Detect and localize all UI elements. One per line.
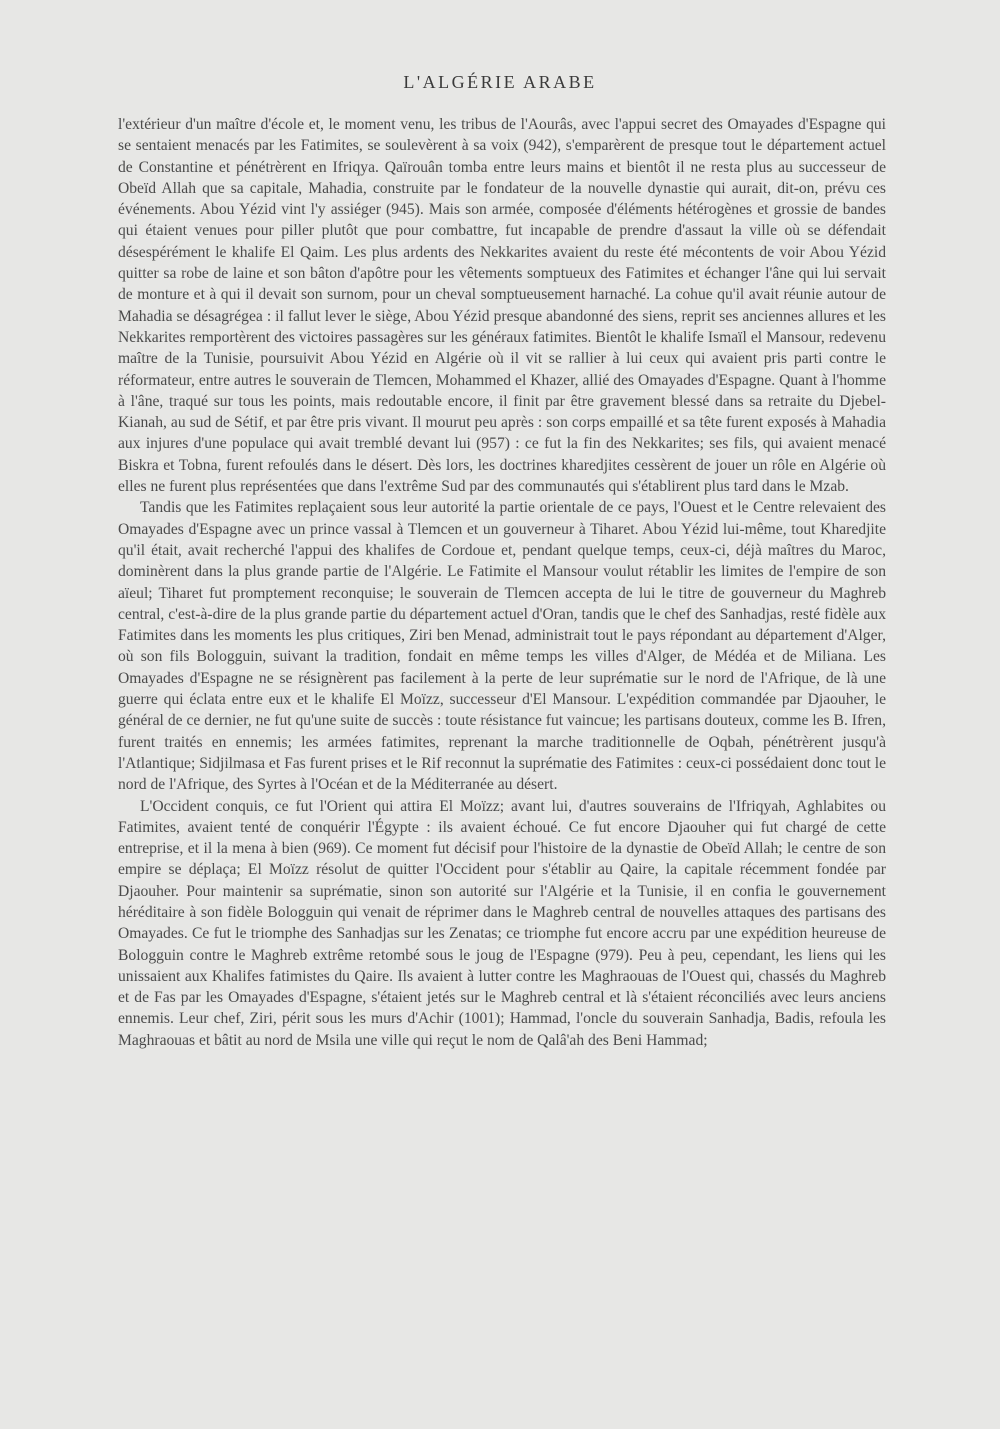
body-text xyxy=(118,114,886,1051)
paragraph-1: l'extérieur d'un maître d'école et, le moment venu, les tribus de l'Aourâs, avec l'appui secret des Omayades d'Espagne qui se sentaient menacés par les Fatimites, se soulevèrent à sa voix (942), s'emparèrent de presque tout le département actuel de Constantine et pénétrèrent en Ifriqya. Qaïrouân tomba entre leurs mains et bientôt il ne resta plus au successeur de Obeïd Allah que sa capitale, Mahadia, construite par le fondateur de la nouvelle dynastie qui aurait, dit-on, prévu ces événements. Abou Yézid vint l'y assiéger (945). Mais son armée, composée d'éléments hétérogènes et grossie de bandes qui étaient venues pour piller plutôt que pour combattre, fut incapable de prendre d'assaut la ville où se défendait désespérément le khalife El Qaim. Les plus ardents des Nekkarites avaient du reste été mécontents de voir Abou Yézid quitter sa robe de laine et son bâton d'apôtre pour les vêtements somptueux des Fatimites et échanger l'âne qui lui servait de monture et à qui il devait son surnom, pour un cheval somptueusement harnaché. La cohue qu'il avait réunie autour de Mahadia se désagrégea : il fallut lever le siège, Abou Yézid presque abandonné des siens, reprit ses anciennes allures et les Nekkarites remportèrent des victoires passagères sur les généraux fatimites. Bientôt le khalife Ismaïl el Mansour, redevenu maître de la Tunisie, poursuivit Abou Yézid en Algérie où il vit se rallier à lui ceux qui avaient pris parti contre le réformateur, entre autres le souverain de Tlemcen, Mohammed el Khazer, allié des Omayades d'Espagne. Quant à l'homme à l'âne, traqué sur tous les points, mais redoutable encore, il finit par être gravement blessé dans sa retraite du Djebel-Kianah, au sud de Sétif, et par être pris vivant. Il mourut peu après : son corps empaillé et sa tête furent exposés à Mahadia aux injures d'une populace qui avait tremblé devant lui (957) : ce fut la fin des Nekkarites; ses fils, qui avaient menacé Biskra et Tobna, furent refoulés dans le désert. Dès lors, les doctrines kharedjites cessèrent de jouer un rôle en Algérie où elles ne furent plus représentées que dans l'extrême Sud par des communautés qui s'établirent plus tard dans le Mzab. xyxy=(118,116,886,496)
paragraph-2: Tandis que les Fatimites replaçaient sous leur autorité la partie orientale de ce pays, l'Ouest et le Centre relevaient des Omayades d'Espagne avec un prince vassal à Tlemcen et un gouverneur à Tiharet. Abou Yézid lui-même, tout Kharedjite qu'il était, avait recherché l'appui des khalifes de Cordoue et, pendant quelque temps, ceux-ci, déjà maîtres du Maroc, dominèrent dans la plus grande partie de l'Algérie. Le Fatimite el Mansour voulut rétablir les limites de l'empire de son aïeul; Tiharet fut promptement reconquise; le souverain de Tlemcen accepta de lui le titre de gouverneur du Maghreb central, c'est-à-dire de la plus grande partie du département actuel d'Oran, tandis que le chef des Sanhadjas, resté fidèle aux Fatimites dans les moments les plus critiques, Ziri ben Menad, administrait tout le pays répondant au département d'Alger, où son fils Bologguin, suivant la tradition, fondait en même temps les villes d'Alger, de Médéa et de Miliana. Les Omayades d'Espagne ne se résignèrent pas facilement à la perte de leur suprématie sur le nord de l'Afrique, de là une guerre qui éclata entre eux et le khalife El Moïzz, successeur d'El Mansour. L'expédition commandée par Djaouher, le général de ce dernier, ne fut qu'une suite de succès : toute résistance fut vaincue; les partisans douteux, comme les B. Ifren, furent traités en ennemis; les armées fatimites, reprenant la marche traditionnelle de Oqbah, pénétrèrent jusqu'à l'Atlantique; Sidjilmasa et Fas furent prises et le Rif reconnut la suprématie des Fatimites : ceux-ci possédaient donc tout le nord de l'Afrique, des Syrtes à l'Océan et de la Méditerranée au désert. xyxy=(118,499,887,794)
paragraph-3: L'Occident conquis, ce fut l'Orient qui attira El Moïzz; avant lui, d'autres souverains de l'Ifriqyah, Aghlabites ou Fatimites, avaient tenté de conquérir l'Égypte : ils avaient échoué. Ce fut encore Djaouher qui fut chargé de cette entreprise, et il la mena à bien (969). Ce moment fut décisif pour l'histoire de la dynastie de Obeïd Allah; le centre de son empire se déplaça; El Moïzz résolut de quitter l'Occident pour s'établir au Qaire, la capitale récemment fondée par Djaouher. Pour maintenir sa suprématie, sinon son autorité sur l'Algérie et la Tunisie, il en confia le gouvernement héréditaire à son fidèle Bologguin qui venait de réprimer dans le Maghreb central de nouvelles attaques des partisans des Omayades. Ce fut le triomphe des Sanhadjas sur les Zenatas; ce triomphe fut encore accru par une expédition heureuse de Bologguin contre le Maghreb extrême retombé sous le joug de l'Espagne (979). Peu à peu, cependant, les liens qui les unissaient aux Khalifes fatimistes du Qaire. Ils avaient à lutter contre les Maghraouas de l'Ouest qui, chassés du Maghreb et de Fas par les Omayades d'Espagne, s'étaient jetés sur le Maghreb central et là s'étaient réconciliés avec leurs anciens ennemis. Leur chef, Ziri, périt sous les murs d'Achir (1001); Hammad, l'oncle du souverain Sanhadja, Badis, refoula les Maghraouas et bâtit au nord de Msila une ville qui reçut le nom de Qalâ'ah des Beni Hammad; xyxy=(118,797,886,1049)
running-head-title: L'ALGÉRIE ARABE xyxy=(403,72,597,92)
